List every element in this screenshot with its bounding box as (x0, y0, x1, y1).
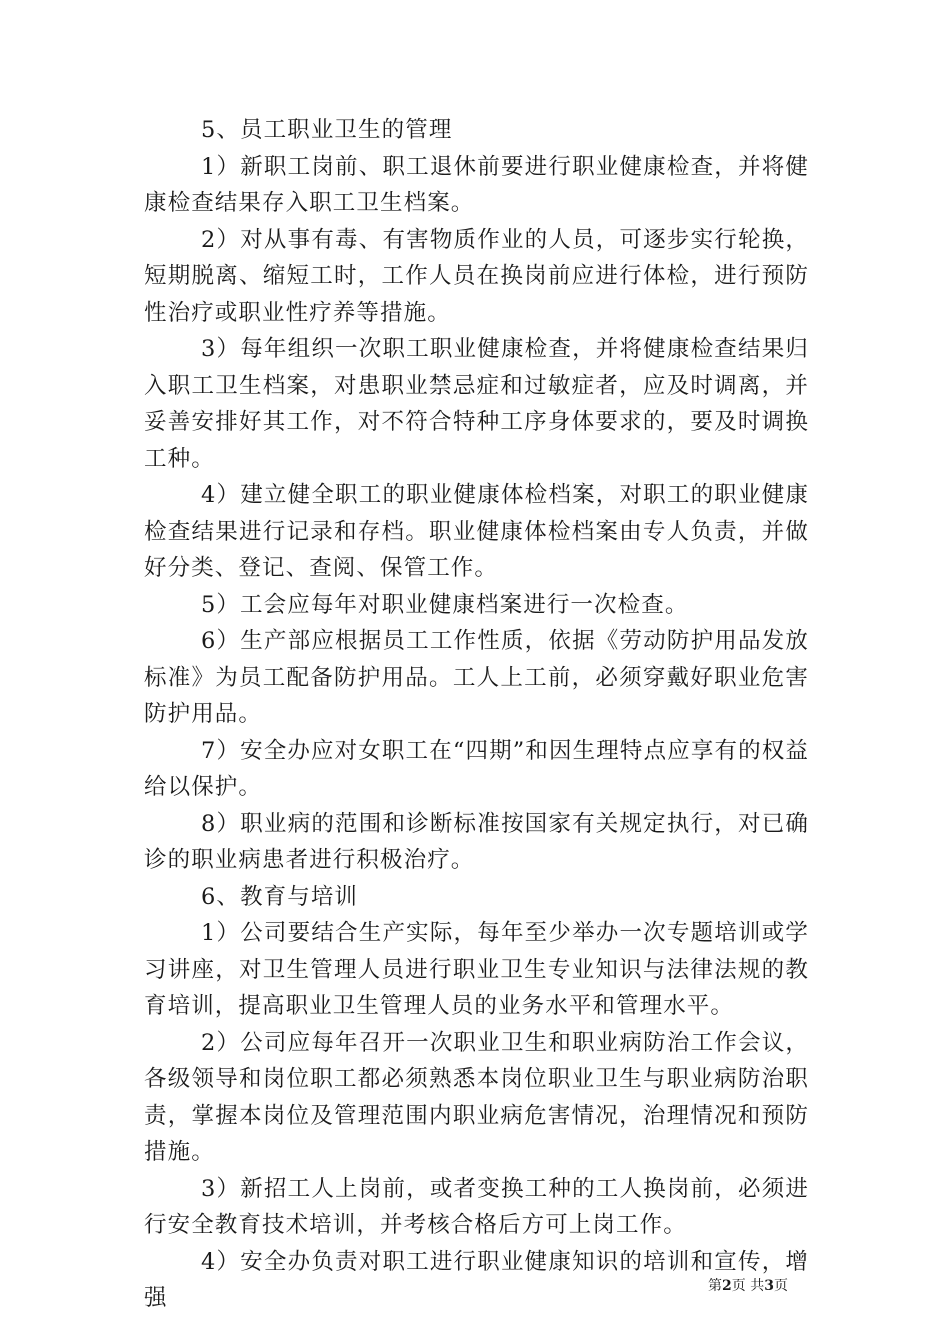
document-body (144, 112, 809, 1317)
page-number-suffix: 页 (773, 1278, 788, 1294)
paragraph: 6）生产部应根据员工工作性质，依据《劳动防护用品发放标准》为员工配备防护用品。工人上工前，必须穿戴好职业危害防护用品。 (144, 628, 809, 727)
paragraph: 5）工会应每年对职业健康档案进行一次检查。 (201, 591, 689, 618)
paragraph: 8）职业病的范围和诊断标准按国家有关规定执行，对已确诊的职业病患者进行积极治疗。 (144, 810, 809, 873)
paragraph: 2）对从事有毒、有害物质作业的人员，可逐步实行轮换，短期脱离、缩短工时，工作人员在换岗前应进行体检，进行预防性治疗或职业性疗养等措施。 (144, 226, 809, 326)
section-heading: 6、教育与培训 (201, 883, 359, 910)
page-number (708, 1276, 788, 1296)
page-number-middle: 页 共 (731, 1278, 765, 1294)
page-number-prefix: 第 (708, 1278, 722, 1294)
section-heading: 5、员工职业卫生的管理 (201, 117, 453, 143)
paragraph: 7）安全办应对女职工在“四期”和因生理特点应享有的权益给以保护。 (144, 737, 809, 800)
paragraph: 3）新招工人上岗前，或者变换工种的工人换岗前，必须进行安全教育技术培训，并考核合格后方可上岗工作。 (144, 1175, 809, 1238)
current-page: 2 (722, 1278, 732, 1294)
paragraph: 3）每年组织一次职工职业健康检查，并将健康检查结果归入职工卫生档案，对患职业禁忌症和过敏症者，应及时调离，并妥善安排好其工作，对不符合特种工序身体要求的，要及时调换工种。 (144, 336, 809, 472)
paragraph: 1）公司要结合生产实际，每年至少举办一次专题培训或学习讲座，对卫生管理人员进行职业卫生专业知识与法律法规的教育培训，提高职业卫生管理人员的业务水平和管理水平。 (144, 920, 809, 1019)
paragraph: 1）新职工岗前、职工退休前要进行职业健康检查，并将健康检查结果存入职工卫生档案。 (144, 153, 809, 216)
paragraph: 4）安全办负责对职工进行职业健康知识的培训和宣传，增强 (144, 1248, 809, 1311)
paragraph: 4）建立健全职工的职业健康体检档案，对职工的职业健康检查结果进行记录和存档。职业健康体检档案由专人负责，并做好分类、登记、查阅、保管工作。 (144, 482, 809, 581)
total-pages: 3 (764, 1278, 774, 1294)
paragraph: 2）公司应每年召开一次职业卫生和职业病防治工作会议，各级领导和岗位职工都必须熟悉本岗位职业卫生与职业病防治职责，掌握本岗位及管理范围内职业病危害情况，治理情况和预防措施。 (144, 1029, 809, 1165)
